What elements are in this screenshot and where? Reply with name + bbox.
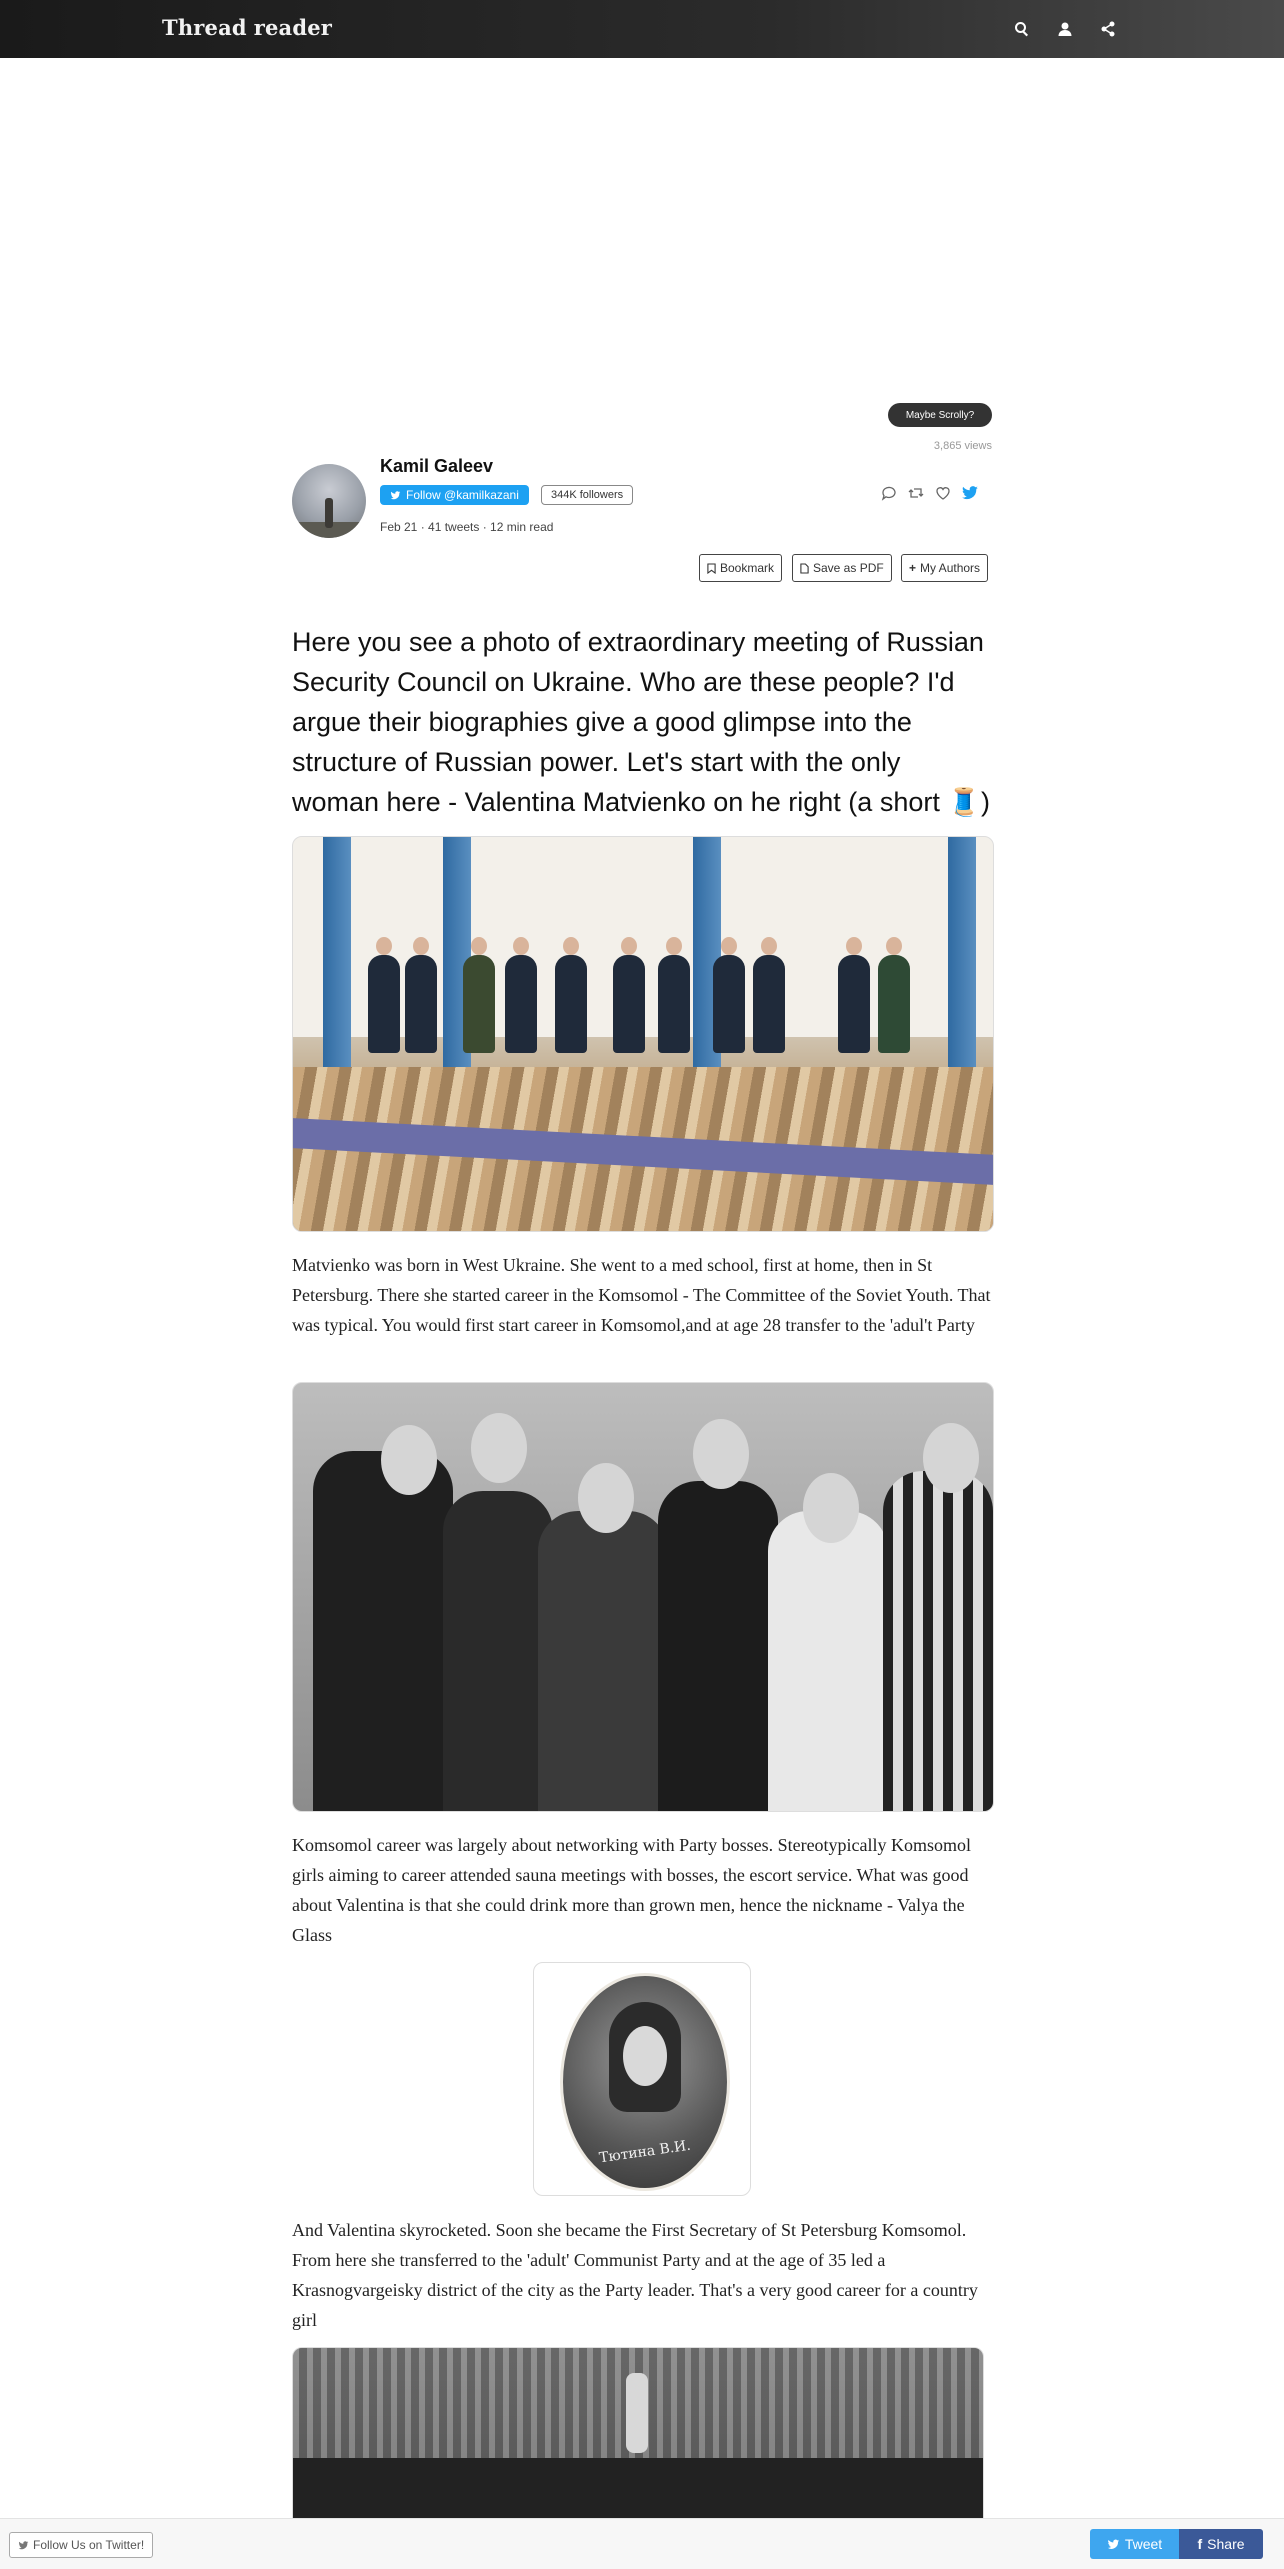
portrait-oval [560, 1973, 730, 2191]
user-icon[interactable] [1054, 18, 1076, 40]
lead-tweet-text: Here you see a photo of extraordinary meeting of Russian Security Council on Ukraine. Who are these people? I'd argue their biographies give a good glimpse into the structure of Russian power. Let's start with the only woman here - Valentina Matvienko on he right (a short 🧵) [292, 627, 990, 817]
photo1-person [878, 955, 910, 1053]
twitter-bird-icon [1107, 2538, 1120, 2551]
security-council-photo[interactable] [292, 836, 994, 1232]
facebook-share-button[interactable] [1179, 2529, 1263, 2559]
photo1-person [368, 955, 400, 1053]
photo1-person [613, 955, 645, 1053]
facebook-icon: f [1197, 2536, 1203, 2552]
komsomol-group-photo[interactable] [292, 1382, 994, 1812]
share-label: Share [1207, 2536, 1245, 2552]
bookmark-label: Bookmark [720, 561, 775, 575]
photo2-person [313, 1451, 453, 1811]
photo2-person [883, 1471, 993, 1811]
photo2-person [538, 1511, 668, 1811]
photo2-face [381, 1425, 437, 1495]
photo2-person [768, 1511, 888, 1811]
brand-part2 [247, 16, 254, 40]
tweet-button[interactable] [1090, 2529, 1179, 2559]
photo2-face [471, 1413, 527, 1483]
photo2-person [443, 1491, 553, 1811]
like-icon[interactable] [934, 484, 952, 502]
author-name[interactable]: Kamil Galeev [380, 456, 494, 476]
author-avatar[interactable] [292, 464, 366, 538]
top-navbar [0, 0, 1284, 58]
tweet-text: Komsomol career was largely about networking with Party bosses. Stereotypically Komsomol girls aiming to career attended sauna meetings with bosses, the escort service. What was good about Valentina is that she could drink more than grown men, hence the nickname - Valya the Glass [292, 1835, 972, 1945]
tweet-text: And Valentina skyrocketed. Soon she became the First Secretary of St Petersburg Komsomol. From here she transferred to the 'adult' Communist Party and at the age of 35 led a Krasnogvargeisky district of the city as the Party leader. That's a very good career for a country girl [292, 2220, 978, 2330]
photo2-face [923, 1423, 979, 1493]
photo2-face [693, 1419, 749, 1489]
retweet-icon[interactable] [907, 484, 925, 502]
photo2-face [803, 1473, 859, 1543]
brand-part1: Thread [162, 15, 247, 40]
my-authors-button[interactable] [901, 554, 988, 582]
my-authors-label: My Authors [920, 561, 981, 575]
photo4-stage [293, 2458, 983, 2518]
photo1-person [753, 955, 785, 1053]
photo2-face [578, 1463, 634, 1533]
avatar-figure [325, 498, 333, 528]
photo1-person [555, 955, 587, 1053]
photo2-person [658, 1481, 778, 1811]
brand-part2-text: reader [253, 15, 333, 40]
bookmark-button[interactable] [699, 554, 782, 582]
photo1-person [838, 955, 870, 1053]
twitter-bird-icon [18, 2540, 29, 2551]
valentina-portrait-photo[interactable] [533, 1962, 751, 2196]
save-pdf-label: Save as PDF [813, 561, 884, 575]
tweet-text: Matvienko was born in West Ukraine. She went to a med school, first at home, then in St Petersburg. There she started career in the Komsomol - The Committee of the Soviet Youth. That was typical. You would first start career in Komsomol,and at age 28 transfer to the 'adul't Party [292, 1255, 991, 1335]
photo1-column [323, 837, 351, 1067]
file-pdf-icon [800, 563, 809, 574]
follow-button[interactable] [380, 485, 529, 505]
follow-us-label: Follow Us on Twitter! [33, 2538, 145, 2552]
photo1-person [658, 955, 690, 1053]
photo1-person [713, 955, 745, 1053]
twitter-icon[interactable] [961, 484, 979, 502]
site-logo[interactable] [162, 15, 332, 40]
photo1-person [505, 955, 537, 1053]
photo1-column [948, 837, 976, 1067]
bookmark-icon [707, 563, 716, 574]
photo1-person [405, 955, 437, 1053]
portrait-caption: Тютина В.И. [598, 2137, 692, 2167]
twitter-bird-icon [390, 490, 401, 501]
share-icon[interactable] [1097, 18, 1119, 40]
follow-us-twitter-button[interactable] [9, 2532, 153, 2558]
photo4-statue [626, 2373, 648, 2453]
bottom-share-bar [0, 2518, 1284, 2569]
party-hall-photo[interactable] [292, 2347, 984, 2518]
search-icon[interactable] [1011, 18, 1033, 40]
tweet-actions [880, 484, 979, 502]
view-count: 3,865 views [933, 440, 992, 452]
follow-label: Follow @kamilkazani [406, 488, 519, 502]
reply-icon[interactable] [880, 484, 898, 502]
maybe-scrolly-button[interactable]: Maybe Scrolly? [888, 403, 992, 427]
portrait-face [623, 2026, 667, 2086]
save-pdf-button[interactable] [792, 554, 892, 582]
photo1-person [463, 955, 495, 1053]
followers-badge: 344K followers [541, 485, 633, 505]
thread-meta: Feb 21 · 41 tweets · 12 min read [380, 520, 554, 534]
plus-icon: + [909, 561, 917, 575]
tweet-label: Tweet [1124, 2536, 1163, 2552]
